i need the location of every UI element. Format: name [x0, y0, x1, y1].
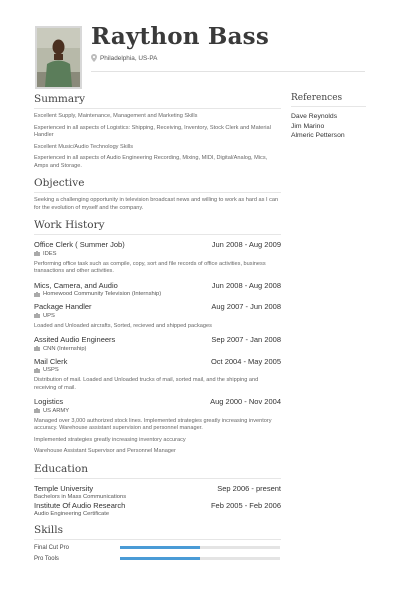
summary-paragraph: Excellent Supply, Maintenance, Management and Marketing Skills	[34, 113, 198, 119]
education-heading: Education	[34, 463, 281, 479]
reference-name[interactable]: Dave Reynolds	[291, 113, 338, 120]
building-icon	[34, 292, 40, 297]
job-entry	[34, 335, 281, 352]
building-icon	[34, 408, 40, 413]
job-description: Distribution of mail. Loaded and Unloaded trucks of mail, sorted mail, and the shipping and receiving of mail.	[34, 377, 259, 391]
skill-level-fill	[120, 557, 200, 560]
school-name: Temple University	[34, 483, 94, 493]
location-pin-icon	[91, 54, 97, 62]
job-title: Mail Clerk	[34, 356, 68, 366]
main-column	[34, 93, 281, 569]
building-icon	[34, 368, 40, 373]
building-icon	[34, 251, 40, 256]
company-name: US ARMY	[43, 407, 70, 414]
company-name: Homewood Community Television (Internship)	[43, 291, 162, 297]
profile-photo	[35, 26, 82, 89]
summary-paragraph: Excellent Music/Audio Technology Skills	[34, 143, 134, 150]
skill-name: Pro Tools	[34, 555, 59, 562]
skill-row	[34, 545, 281, 551]
job-entry	[34, 302, 281, 330]
company-name: USPS	[43, 367, 59, 373]
job-dates: Aug 2000 - Nov 2004	[210, 397, 281, 406]
work-history-heading: Work History	[34, 219, 281, 235]
education-dates: Feb 2005 - Feb 2006	[210, 500, 281, 510]
job-description: Implemented strategies greatly increasing inventory accuracy	[34, 436, 186, 443]
header-divider	[91, 71, 365, 72]
location	[91, 54, 157, 62]
sidebar-column	[291, 93, 366, 141]
skill-name: Final Cut Pro	[34, 544, 70, 551]
job-entry	[34, 240, 281, 276]
objective-section	[34, 177, 281, 212]
building-icon	[34, 313, 40, 318]
reference-name[interactable]: Almeric Petterson	[291, 132, 345, 140]
references-heading: References	[291, 93, 366, 107]
education-dates: Sep 2006 - present	[217, 483, 281, 493]
company-name: IDES	[43, 250, 57, 257]
job-title: Assited Audio Engineers	[34, 335, 116, 344]
skills-heading: Skills	[34, 524, 281, 540]
candidate-name: Raython Bass	[91, 23, 269, 50]
job-company	[34, 251, 281, 257]
skill-level-bar	[120, 546, 280, 549]
job-entry	[34, 357, 281, 393]
job-dates: Sep 2007 - Jan 2008	[211, 335, 281, 344]
skill-level-bar	[120, 557, 280, 560]
education-section	[34, 463, 281, 517]
job-title: Package Handler	[34, 302, 92, 311]
job-title: Logistics	[34, 397, 64, 406]
job-dates: Oct 2004 - May 2005	[210, 356, 281, 366]
job-description: Loaded and Unloaded aircrafts, Sorted, recieved and shipped packages	[34, 322, 212, 329]
skill-level-fill	[120, 546, 200, 549]
job-dates: Jun 2008 - Aug 2008	[211, 280, 281, 290]
summary-section	[34, 93, 281, 170]
job-dates: Aug 2007 - Jun 2008	[211, 302, 281, 311]
objective-text: Seeking a challenging opportunity in television broadcast news and willing to work as hard as I can for the evolution of myself and the company.	[34, 197, 279, 211]
job-company	[34, 346, 281, 352]
job-company	[34, 313, 281, 319]
summary-paragraph: Experienced in all aspects of Logistics: Shipping, Receiving, Inventory, Stock Clerk and Material Handler	[34, 124, 271, 138]
work-history-section	[34, 219, 281, 456]
skill-row	[34, 556, 281, 562]
summary-paragraph: Experienced in all aspects of Audio Engineering Recording, Mixing, MIDI, Digital/Analog, Mics, Amps and Storage.	[34, 155, 268, 169]
job-company	[34, 408, 281, 414]
job-description: Warehouse Assistant Supervisor and Personnel Manager	[34, 448, 176, 454]
job-description: Managed over 3,000 authorized stock lines. Implemented strategies greatly increasing inventory accuracy. Warehouse assistant supervision and personnel manager.	[34, 417, 272, 431]
summary-heading: Summary	[34, 93, 281, 109]
job-entry	[34, 281, 281, 298]
job-title: Mics, Camera, and Audio	[34, 280, 118, 290]
education-entry	[34, 501, 281, 517]
company-name: CNN (Internship)	[43, 345, 87, 352]
skills-section	[34, 524, 281, 562]
job-company	[34, 291, 281, 297]
school-name: Institute Of Audio Research	[34, 500, 126, 510]
degree: Audio Engineering Certificate	[34, 510, 110, 517]
job-dates: Jun 2008 - Aug 2009	[211, 240, 281, 249]
reference-name[interactable]: Jim Marino	[291, 122, 325, 130]
objective-heading: Objective	[34, 177, 281, 193]
building-icon	[34, 346, 40, 351]
location-text: Philadelphia, US-PA	[100, 54, 158, 62]
job-company	[34, 367, 281, 373]
job-title: Office Clerk ( Summer Job)	[34, 240, 125, 249]
education-entry	[34, 484, 281, 500]
company-name: UPS	[43, 312, 55, 319]
degree: Bachelors in Mass Communications	[34, 493, 127, 500]
job-description: Performing office task such as compile, copy, sort and file records of office activities, business transactions and other activities.	[34, 260, 266, 274]
job-entry	[34, 397, 281, 456]
